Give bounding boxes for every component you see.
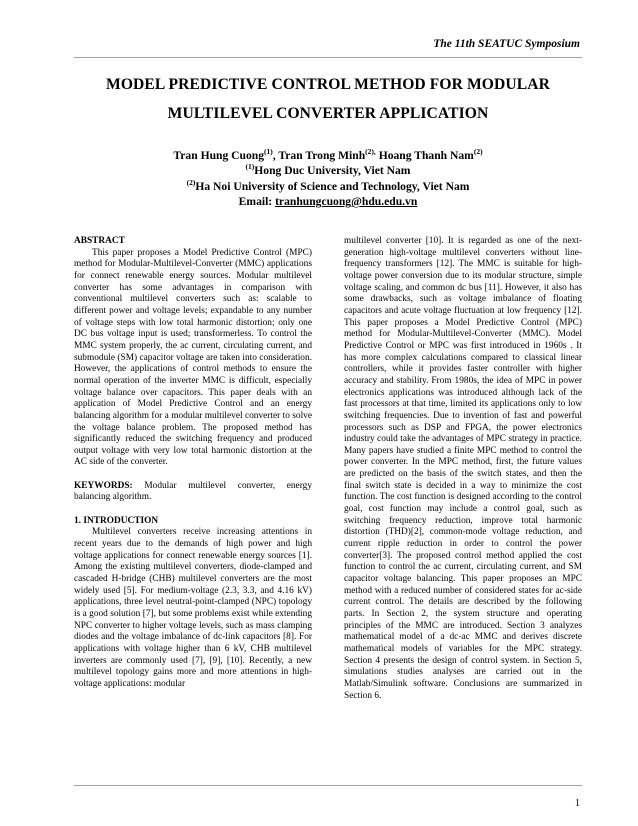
- body-columns: [74, 236, 582, 702]
- affiliation-2-mark: (2): [186, 177, 196, 187]
- author-1-affil: (1): [264, 147, 273, 157]
- affiliation-1: [74, 163, 582, 178]
- author-2: Tran Trong Minh: [278, 149, 366, 162]
- keywords-label: KEYWORDS:: [74, 480, 133, 491]
- introduction-heading: 1. INTRODUCTION: [74, 515, 159, 526]
- author-1: Tran Hung Cuong: [173, 149, 265, 162]
- title-line-2: MULTILEVEL CONVERTER APPLICATION: [167, 105, 489, 122]
- introduction-text: Multilevel converters receive increasing attentions in recent years due to the demands of high power and high voltage applications for connect renewable energy sources [1]. Among the existing multilevel converters, diode-clamped and cascaded H-bridge (CHB) multilevel converters are the most widely used [5]. For medium-voltage (2.3, 3.3, and 4.16 kV) applications, three level neutral-point-clamped (NPC) topology is a good solution [7], but some problems exist while extending NPC converter to higher voltage levels, such as mass clamping diodes and the voltage imbalance of dc-link capacitors [8]. For applications with voltage higher than 6 kV, CHB multilevel inverters are commonly used [7], [9], [10]. Recently, a new multilevel topology gains more and more attentions in high-voltage applications: modular: [74, 527, 312, 689]
- affiliation-2-text: Ha Noi University of Science and Technology, Viet Nam: [195, 179, 470, 193]
- keywords: [74, 481, 312, 504]
- abstract-text: This paper proposes a Model Predictive Control (MPC) method for Modular-Multilevel-Converter (MMC) applications for connect renewable energy sources. Modular multilevel converter has some advantages in comparison with conventional multilevel converters such as: scalable to different power and voltage levels; expandable to any number of voltage steps with low total harmonic distortion; only one DC bus voltage input is used; transformerless. To control the MMC system properly, the ac current, circulating current, and submodule (SM) capacitor voltage are taken into consideration. However, the applications of control methods to ensure the normal operation of the inverter MMC is difficult, especially voltage balance over capacitors. This paper deals with an application of Model Predictive Control and an energy balancing algorithm for a modular multilevel converter to solve the voltage balance problem. The proposed method has significantly reduced the switching frequency and produced output voltage with very low total harmonic distortion at the AC side of the converter.: [74, 247, 312, 468]
- email-label: Email:: [238, 195, 276, 209]
- right-column: [344, 236, 582, 702]
- running-head: The 11th SEATUC Symposium: [433, 38, 580, 50]
- author-line: [74, 148, 582, 163]
- keywords-text: Modular multilevel converter, energy balancing algorithm.: [74, 480, 312, 503]
- abstract-heading: ABSTRACT: [74, 236, 125, 246]
- author-sep-1: ,: [272, 149, 279, 162]
- author-2-affil: (2),: [365, 147, 376, 157]
- author-3-affil: (2): [473, 147, 483, 157]
- paper-title: [74, 70, 582, 128]
- header-rule: [74, 57, 582, 58]
- left-column: [74, 236, 312, 702]
- right-column-text: multilevel converter [10]. It is regarded as one of the next-generation high-voltage multilevel converters without line-frequency transformers [12]. The MMC is suitable for high-voltage power conversion due to its modular structure, simple voltage scaling, and common dc bus [11]. However, it also has some drawbacks, such as voltage imbalance of floating capacitors and acute voltage fluctuation at low frequency [12]. This paper proposes a Model Predictive Control (MPC) method for Modular-Multilevel-Converter (MMC). Model Predictive Control or MPC was first introduced in 1960s . It has more complex calculations compared to classical linear controllers, while it provides faster controller with higher accuracy and stability. From 1980s, the idea of MPC in power electronics applications was introduced although lack of the fast processors at that time, limited its applications only to low switching frequencies. Due to invention of fast and powerful processors such as DSP and FPGA, the power electronics industry could take the advantages of MPC strategy in practice. Many papers have studied a finite MPC method to control the power converter. In the MPC method, first, the future values are predicted on the basis of the switch states, and then the final switch state is decided in a way to minimize the cost function. The cost function is designed according to the control goal, cost function may include a control goal, such as switching frequency reduction, improve total harmonic distortion (THD)[2], common-mode voltage reduction, and current ripple reduction in order to control the power converter[3]. The proposed control method applied the cost function to control the ac current, circulating current, and SM capacitor voltage balancing. This paper proposes an MPC method with a reduced number of considered states for ac-side current control. The details are described by the following parts. In Section 2, the system structure and operating principles of the MMC are introduced. Section 3 analyzes mathematical model of a dc-ac MMC and derives discrete mathematical models of variables for the MPC strategy. Section 4 presents the design of control system. in Section 5, simulations studies analyses are carried out in the Matlab/Simulink software. Conclusions are summarized in Section 6.: [344, 236, 582, 701]
- title-line-1: MODEL PREDICTIVE CONTROL METHOD FOR MODULAR: [106, 76, 550, 93]
- affiliation-2: [74, 179, 582, 194]
- email-link[interactable]: tranhungcuong@hdu.edu.vn: [275, 195, 418, 209]
- affiliation-1-mark: (1): [245, 162, 255, 172]
- email-line: [74, 194, 582, 209]
- page-number: 1: [575, 798, 580, 809]
- affiliation-1-text: Hong Duc University, Viet Nam: [254, 164, 411, 178]
- footer-rule: [74, 785, 582, 786]
- author-block: [74, 148, 582, 210]
- author-3: Hoang Thanh Nam: [378, 149, 474, 162]
